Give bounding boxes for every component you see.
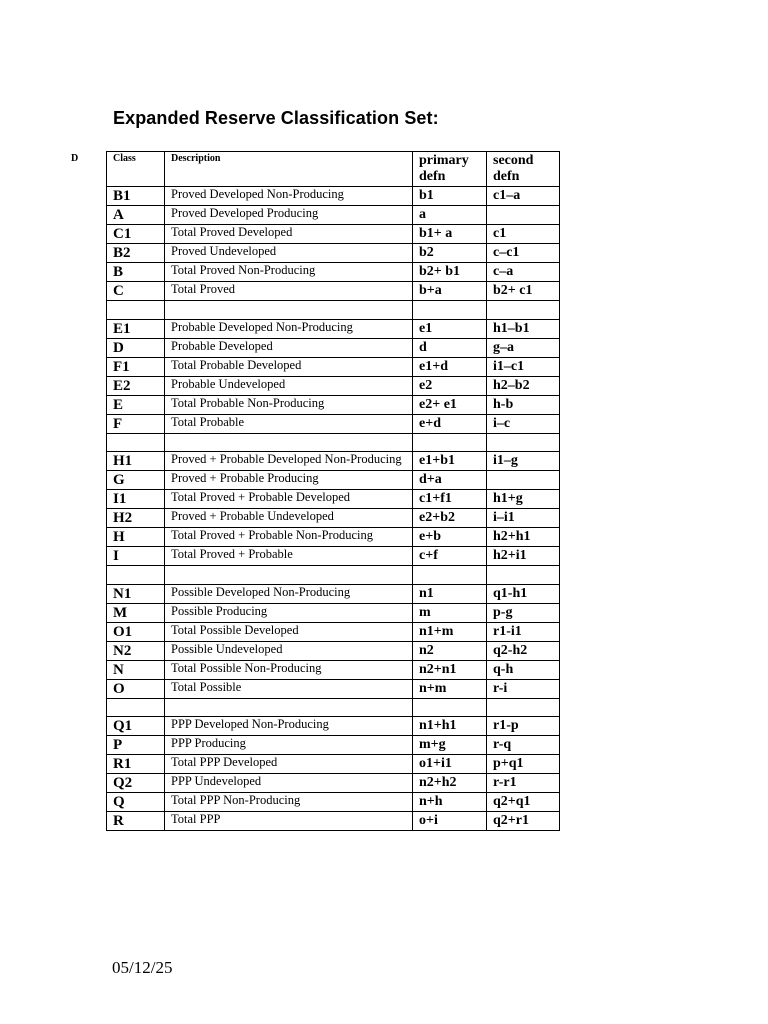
spacer-cell xyxy=(487,433,560,452)
description-cell: Proved Developed Producing xyxy=(165,206,413,225)
class-cell: H xyxy=(107,528,165,547)
second-defn-cell: i1–g xyxy=(487,452,560,471)
description-cell: Proved Undeveloped xyxy=(165,244,413,263)
second-defn-cell: q2-h2 xyxy=(487,641,560,660)
spacer-cell xyxy=(165,301,413,320)
primary-defn-cell: e2+ e1 xyxy=(413,395,487,414)
class-cell: B2 xyxy=(107,244,165,263)
table-row xyxy=(107,509,560,528)
second-defn-cell: r-q xyxy=(487,736,560,755)
table-row xyxy=(107,187,560,206)
second-defn-cell: h1+g xyxy=(487,490,560,509)
table-row xyxy=(107,793,560,812)
description-cell: PPP Producing xyxy=(165,736,413,755)
primary-defn-cell: b+a xyxy=(413,282,487,301)
primary-defn-cell: n2+h2 xyxy=(413,774,487,793)
group-spacer-row xyxy=(107,698,560,717)
description-cell: Total Proved xyxy=(165,282,413,301)
description-cell: Total Probable xyxy=(165,414,413,433)
primary-defn-cell: n1+m xyxy=(413,622,487,641)
table-row xyxy=(107,622,560,641)
second-defn-cell: q1-h1 xyxy=(487,584,560,603)
primary-defn-cell: e1+b1 xyxy=(413,452,487,471)
table-row xyxy=(107,547,560,566)
table-row xyxy=(107,641,560,660)
table-row xyxy=(107,414,560,433)
second-defn-cell xyxy=(487,471,560,490)
primary-defn-cell: n2 xyxy=(413,641,487,660)
table-row xyxy=(107,774,560,793)
description-cell: Probable Developed xyxy=(165,338,413,357)
table-header-row xyxy=(107,152,560,187)
table-row xyxy=(107,357,560,376)
second-defn-cell xyxy=(487,206,560,225)
primary-defn-cell: m xyxy=(413,603,487,622)
description-cell: PPP Undeveloped xyxy=(165,774,413,793)
class-cell: F xyxy=(107,414,165,433)
class-cell: Q1 xyxy=(107,717,165,736)
class-cell: E xyxy=(107,395,165,414)
class-cell: C xyxy=(107,282,165,301)
second-defn-cell: h2+h1 xyxy=(487,528,560,547)
table-row xyxy=(107,263,560,282)
table-row xyxy=(107,679,560,698)
class-cell: P xyxy=(107,736,165,755)
table-row xyxy=(107,736,560,755)
table-row xyxy=(107,471,560,490)
description-cell: Total Possible xyxy=(165,679,413,698)
spacer-cell xyxy=(165,566,413,585)
group-spacer-row xyxy=(107,301,560,320)
class-cell: M xyxy=(107,603,165,622)
class-cell: N2 xyxy=(107,641,165,660)
class-cell: E2 xyxy=(107,376,165,395)
description-cell: Possible Producing xyxy=(165,603,413,622)
second-defn-cell: q-h xyxy=(487,660,560,679)
second-defn-cell: g–a xyxy=(487,338,560,357)
table-row xyxy=(107,225,560,244)
class-cell: Q xyxy=(107,793,165,812)
description-cell: Possible Undeveloped xyxy=(165,641,413,660)
second-defn-cell: h-b xyxy=(487,395,560,414)
spacer-cell xyxy=(413,566,487,585)
primary-defn-cell: m+g xyxy=(413,736,487,755)
class-cell: R xyxy=(107,812,165,831)
description-cell: Total PPP Non-Producing xyxy=(165,793,413,812)
table-row xyxy=(107,603,560,622)
page-title: Expanded Reserve Classification Set: xyxy=(113,108,439,128)
table-row xyxy=(107,812,560,831)
primary-defn-cell: b2 xyxy=(413,244,487,263)
second-defn-cell: i–c xyxy=(487,414,560,433)
spacer-cell xyxy=(165,433,413,452)
description-cell: Proved + Probable Undeveloped xyxy=(165,509,413,528)
spacer-cell xyxy=(107,433,165,452)
table-row xyxy=(107,282,560,301)
description-cell: Total Possible Developed xyxy=(165,622,413,641)
second-defn-cell: q2+q1 xyxy=(487,793,560,812)
description-cell: Total Proved + Probable Developed xyxy=(165,490,413,509)
description-cell: Total PPP xyxy=(165,812,413,831)
description-cell: Total Possible Non-Producing xyxy=(165,660,413,679)
group-spacer-row xyxy=(107,566,560,585)
table-body xyxy=(107,152,560,831)
second-defn-cell: c1 xyxy=(487,225,560,244)
primary-defn-cell: n1+h1 xyxy=(413,717,487,736)
table-row xyxy=(107,660,560,679)
table-row xyxy=(107,717,560,736)
class-cell: N xyxy=(107,660,165,679)
description-cell: Total PPP Developed xyxy=(165,755,413,774)
second-defn-cell: r-i xyxy=(487,679,560,698)
description-cell: Total Proved Non-Producing xyxy=(165,263,413,282)
class-cell: R1 xyxy=(107,755,165,774)
primary-defn-cell: c+f xyxy=(413,547,487,566)
description-cell: PPP Developed Non-Producing xyxy=(165,717,413,736)
description-cell: Proved + Probable Developed Non-Producing xyxy=(165,452,413,471)
primary-defn-cell: e+d xyxy=(413,414,487,433)
description-cell: Probable Developed Non-Producing xyxy=(165,319,413,338)
primary-defn-cell: c1+f1 xyxy=(413,490,487,509)
primary-defn-cell: d xyxy=(413,338,487,357)
footer-date: 05/12/25 xyxy=(112,958,173,977)
primary-defn-cell: o+i xyxy=(413,812,487,831)
class-cell: B xyxy=(107,263,165,282)
class-cell: Q2 xyxy=(107,774,165,793)
primary-defn-cell: a xyxy=(413,206,487,225)
second-defn-cell: r-r1 xyxy=(487,774,560,793)
table-row xyxy=(107,490,560,509)
primary-defn-cell: b2+ b1 xyxy=(413,263,487,282)
description-cell: Probable Undeveloped xyxy=(165,376,413,395)
second-defn-cell: b2+ c1 xyxy=(487,282,560,301)
class-cell: A xyxy=(107,206,165,225)
spacer-cell xyxy=(413,433,487,452)
class-cell: G xyxy=(107,471,165,490)
second-defn-cell: i1–c1 xyxy=(487,357,560,376)
second-defn-cell: p+q1 xyxy=(487,755,560,774)
class-cell: E1 xyxy=(107,319,165,338)
second-defn-cell: c–a xyxy=(487,263,560,282)
table-row xyxy=(107,584,560,603)
spacer-cell xyxy=(487,301,560,320)
primary-defn-cell: e1+d xyxy=(413,357,487,376)
primary-defn-cell: b1+ a xyxy=(413,225,487,244)
description-cell: Total Probable Developed xyxy=(165,357,413,376)
second-defn-cell: r1-p xyxy=(487,717,560,736)
description-cell: Total Proved + Probable xyxy=(165,547,413,566)
spacer-cell xyxy=(413,698,487,717)
description-cell: Possible Developed Non-Producing xyxy=(165,584,413,603)
spacer-cell xyxy=(107,698,165,717)
class-cell: H2 xyxy=(107,509,165,528)
primary-defn-cell: e1 xyxy=(413,319,487,338)
description-cell: Total Proved Developed xyxy=(165,225,413,244)
description-cell: Total Proved + Probable Non-Producing xyxy=(165,528,413,547)
table-row xyxy=(107,395,560,414)
description-cell: Proved Developed Non-Producing xyxy=(165,187,413,206)
class-cell: H1 xyxy=(107,452,165,471)
second-defn-cell: h1–b1 xyxy=(487,319,560,338)
class-cell: F1 xyxy=(107,357,165,376)
primary-defn-cell: n+m xyxy=(413,679,487,698)
spacer-cell xyxy=(487,698,560,717)
class-cell: O1 xyxy=(107,622,165,641)
spacer-cell xyxy=(107,566,165,585)
primary-defn-cell: b1 xyxy=(413,187,487,206)
second-defn-cell: q2+r1 xyxy=(487,812,560,831)
class-cell: I xyxy=(107,547,165,566)
primary-defn-cell: e2 xyxy=(413,376,487,395)
second-defn-cell: h2+i1 xyxy=(487,547,560,566)
primary-defn-cell: o1+i1 xyxy=(413,755,487,774)
table-row xyxy=(107,244,560,263)
group-spacer-row xyxy=(107,433,560,452)
reserve-classification-table xyxy=(106,151,560,831)
header-class: Class xyxy=(107,152,165,187)
second-defn-cell: p-g xyxy=(487,603,560,622)
table-row xyxy=(107,338,560,357)
class-cell: O xyxy=(107,679,165,698)
table-row xyxy=(107,528,560,547)
margin-mark: D xyxy=(71,153,79,164)
class-cell: D xyxy=(107,338,165,357)
second-defn-cell: c–c1 xyxy=(487,244,560,263)
primary-defn-cell: n+h xyxy=(413,793,487,812)
table-row xyxy=(107,319,560,338)
table-row xyxy=(107,206,560,225)
class-cell: C1 xyxy=(107,225,165,244)
second-defn-cell: h2–b2 xyxy=(487,376,560,395)
spacer-cell xyxy=(413,301,487,320)
primary-defn-cell: d+a xyxy=(413,471,487,490)
primary-defn-cell: e2+b2 xyxy=(413,509,487,528)
spacer-cell xyxy=(107,301,165,320)
table-row xyxy=(107,376,560,395)
second-defn-cell: i–i1 xyxy=(487,509,560,528)
spacer-cell xyxy=(165,698,413,717)
spacer-cell xyxy=(487,566,560,585)
header-description: Description xyxy=(165,152,413,187)
primary-defn-cell: n1 xyxy=(413,584,487,603)
description-cell: Proved + Probable Producing xyxy=(165,471,413,490)
header-second-defn: second defn xyxy=(487,152,560,187)
description-cell: Total Probable Non-Producing xyxy=(165,395,413,414)
table-row xyxy=(107,452,560,471)
header-primary-defn: primary defn xyxy=(413,152,487,187)
class-cell: I1 xyxy=(107,490,165,509)
class-cell: N1 xyxy=(107,584,165,603)
primary-defn-cell: n2+n1 xyxy=(413,660,487,679)
second-defn-cell: c1–a xyxy=(487,187,560,206)
class-cell: B1 xyxy=(107,187,165,206)
second-defn-cell: r1-i1 xyxy=(487,622,560,641)
table-row xyxy=(107,755,560,774)
primary-defn-cell: e+b xyxy=(413,528,487,547)
